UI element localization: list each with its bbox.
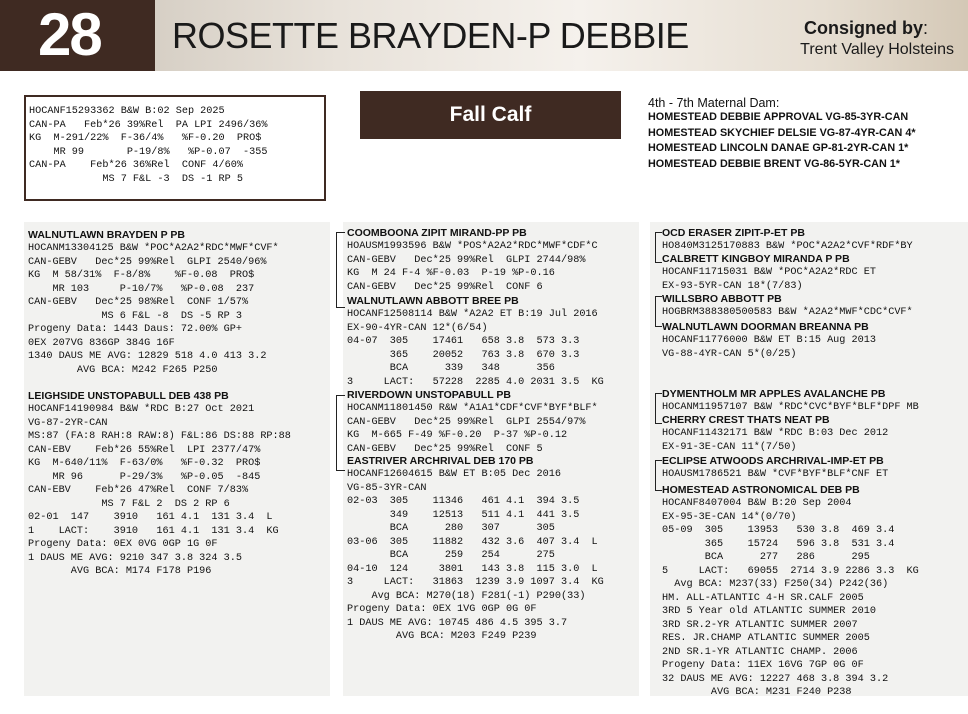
ggp-8-data-line: 3RD 5 Year old ATLANTIC SUMMER 2010 bbox=[662, 606, 876, 617]
bracket-sire-top bbox=[336, 232, 345, 300]
dam-sire-block bbox=[347, 389, 598, 456]
ggp-1-name: OCD ERASER ZIPIT-P-ET PB bbox=[662, 227, 805, 239]
ggp-4-data bbox=[662, 334, 876, 361]
dam-dam-name: EASTRIVER ARCHRIVAL DEB 170 PB bbox=[347, 455, 534, 467]
ggp-4-data-line: HOCANF11776000 B&W ET B:15 Aug 2013 bbox=[662, 335, 876, 346]
dam-dam-data-line: BCA 280 307 305 bbox=[347, 523, 555, 534]
consigned-colon: : bbox=[922, 18, 928, 38]
sire-data-line: CAN-GEBV Dec*25 98%Rel CONF 1/57% bbox=[28, 297, 249, 308]
ggp-8-data-line: 3RD SR.2-YR ATLANTIC SUMMER 2007 bbox=[662, 619, 858, 631]
dam-dam-data-line: BCA 259 254 275 bbox=[347, 550, 555, 561]
sire-data-line: HOCANM13304125 B&W *POC*A2A2*RDC*MWF*CVF* bbox=[28, 243, 279, 254]
ggp-8-data-line: 05-09 305 13953 530 3.8 469 3.4 bbox=[662, 525, 895, 536]
sire-dam-data-line: 3 LACT: 57228 2285 4.0 2031 3.5 KG bbox=[347, 376, 604, 388]
ggp-5-data-line: HOCANM11957107 B&W *RDC*CVC*BYF*BLF*DPF MB bbox=[662, 402, 919, 413]
ggp-block-6 bbox=[662, 414, 888, 454]
sire-name: WALNUTLAWN BRAYDEN P PB bbox=[28, 229, 185, 241]
consigned-label bbox=[804, 18, 928, 39]
sire-data-line: KG M 58/31% F-8/8% %F-0.08 PRO$ bbox=[28, 270, 255, 281]
calf-ident-lines-line: KG M-291/22% F-36/4% %F-0.20 PRO$ bbox=[29, 133, 262, 144]
sire-sire-name: COOMBOONA ZIPIT MIRAND-PP PB bbox=[347, 227, 527, 239]
sire-data-line: CAN-GEBV Dec*25 99%Rel GLPI 2540/96% bbox=[28, 256, 267, 268]
dam-dam-data-line: 349 12513 511 4.1 441 3.5 bbox=[347, 509, 580, 521]
sire-dam-data-line: 04-07 305 17461 658 3.8 573 3.3 bbox=[347, 336, 580, 347]
ggp-8-data-line: 365 15724 596 3.8 531 3.4 bbox=[662, 538, 895, 550]
class-badge bbox=[360, 91, 621, 139]
dam-data bbox=[28, 403, 291, 579]
ggp-8-data-line: RES. JR.CHAMP ATLANTIC SUMMER 2005 bbox=[662, 633, 870, 644]
ggp-8-data-line: HM. ALL-ATLANTIC 4-H SR.CALF 2005 bbox=[662, 592, 864, 604]
ggp-7-data-line: HOAUSM1786521 B&W *CVF*BYF*BLF*CNF ET bbox=[662, 469, 889, 480]
ggp-2-data bbox=[662, 266, 876, 293]
ggp-block-4 bbox=[662, 321, 876, 361]
calf-ident-lines-line: MS 7 F&L -3 DS -1 RP 5 bbox=[29, 173, 243, 185]
ggp-8-data-line: Avg BCA: M237(33) F250(34) P242(36) bbox=[662, 579, 889, 590]
ggp-6-data-line: EX-91-3E-CAN 11*(7/50) bbox=[662, 441, 797, 453]
dam-dam-data-line: AVG BCA: M203 F249 P239 bbox=[347, 631, 537, 642]
bracket-r8 bbox=[655, 486, 662, 491]
dam-dam-block bbox=[347, 455, 604, 644]
ggp-4-name: WALNUTLAWN DOORMAN BREANNA PB bbox=[662, 321, 869, 333]
sire-sire-data bbox=[347, 240, 598, 294]
maternal-dam-4: HOMESTEAD DEBBIE BRENT VG-86-5YR-CAN 1* bbox=[648, 157, 900, 170]
dam-dam-data-line: 3 LACT: 31863 1239 3.9 1097 3.4 KG bbox=[347, 577, 604, 588]
dam-sire-data-line: KG M-665 F-49 %F-0.20 P-37 %P-0.12 bbox=[347, 430, 568, 441]
dam-data-line: MR 96 P-29/3% %P-0.05 -845 bbox=[28, 471, 261, 483]
ggp-4-data-line: VG-88-4YR-CAN 5*(0/25) bbox=[662, 348, 797, 360]
sire-data bbox=[28, 242, 279, 377]
ggp-6-name: CHERRY CREST THATS NEAT PB bbox=[662, 414, 830, 426]
sire-sire-data-line: KG M 24 F-4 %F-0.03 P-19 %P-0.16 bbox=[347, 268, 555, 279]
dam-sire-data-line: CAN-GEBV Dec*25 99%Rel GLPI 2554/97% bbox=[347, 416, 586, 428]
maternal-dam-3: HOMESTEAD LINCOLN DANAE GP-81-2YR-CAN 1* bbox=[648, 142, 909, 154]
ggp-3-data-line: HOGBRM388380500583 B&W *A2A2*MWF*CDC*CVF* bbox=[662, 307, 913, 318]
dam-dam-data-line: HOCANF12604615 B&W ET B:05 Dec 2016 bbox=[347, 469, 561, 480]
ggp-7-data bbox=[662, 468, 888, 482]
ggp-block-8 bbox=[662, 484, 919, 700]
ggp-block-1 bbox=[662, 227, 913, 254]
ggp-2-name: CALBRETT KINGBOY MIRANDA P PB bbox=[662, 253, 850, 265]
dam-data-line: VG-87-2YR-CAN bbox=[28, 417, 108, 429]
sire-sire-data-line: CAN-GEBV Dec*25 99%Rel CONF 6 bbox=[347, 281, 543, 293]
ggp-8-data-line: AVG BCA: M231 F240 P238 bbox=[662, 687, 852, 698]
calf-ident-lines-line: MR 99 P-19/8% %P-0.07 -355 bbox=[29, 146, 268, 158]
dam-dam-data-line: Avg BCA: M270(18) F281(-1) P290(33) bbox=[347, 590, 586, 602]
bracket-r2 bbox=[655, 258, 662, 263]
sire-dam-data-line: BCA 339 348 356 bbox=[347, 363, 555, 374]
dam-dam-data-line: Progeny Data: 0EX 1VG 0GP 0G 0F bbox=[347, 604, 537, 615]
bracket-r4 bbox=[655, 322, 662, 327]
ggp-8-data-line: 5 LACT: 69055 2714 3.9 2286 3.3 KG bbox=[662, 565, 919, 577]
dam-data-line: KG M-640/11% F-63/0% %F-0.32 PRO$ bbox=[28, 458, 261, 469]
sire-block bbox=[28, 229, 279, 377]
ggp-block-7 bbox=[662, 455, 888, 482]
sire-dam-data-line: EX-90-4YR-CAN 12*(6/54) bbox=[347, 322, 488, 334]
ggp-7-name: ECLIPSE ATWOODS ARCHRIVAL-IMP-ET PB bbox=[662, 455, 884, 467]
calf-ident-lines-line: HOCANF15293362 B&W B:02 Sep 2025 bbox=[29, 106, 225, 117]
ggp-2-data-line: HOCANF11715031 B&W *POC*A2A2*RDC ET bbox=[662, 267, 876, 278]
bracket-dam-top bbox=[336, 395, 345, 463]
class-badge-label: Fall Calf bbox=[449, 103, 532, 126]
sire-dam-data-line: HOCANF12508114 B&W *A2A2 ET B:19 Jul 2016 bbox=[347, 309, 598, 320]
ggp-5-name: DYMENTHOLM MR APPLES AVALANCHE PB bbox=[662, 388, 886, 400]
ggp-3-name: WILLSBRO ABBOTT PB bbox=[662, 293, 782, 305]
bracket-dam-bottom bbox=[336, 462, 345, 471]
dam-data-line: CAN-EBV Feb*26 55%Rel LPI 2377/47% bbox=[28, 444, 261, 456]
dam-data-line: HOCANF14190984 B&W *RDC B:27 Oct 2021 bbox=[28, 404, 255, 415]
sire-data-line: AVG BCA: M242 F265 P250 bbox=[28, 364, 218, 376]
sire-data-line: 1340 DAUS ME AVG: 12829 518 4.0 413 3.2 bbox=[28, 351, 267, 362]
sire-dam-data bbox=[347, 308, 604, 389]
dam-dam-data-line: 1 DAUS ME AVG: 10745 486 4.5 395 3.7 bbox=[347, 617, 568, 629]
bracket-r6 bbox=[655, 419, 662, 424]
calf-ident-box bbox=[24, 95, 326, 201]
cow-name: ROSETTE BRAYDEN-P DEBBIE bbox=[172, 15, 689, 56]
calf-ident-lines-line: CAN-PA Feb*26 36%Rel CONF 4/60% bbox=[29, 160, 243, 171]
ggp-1-data bbox=[662, 240, 913, 254]
sire-data-line: MS 6 F&L -8 DS -5 RP 3 bbox=[28, 310, 242, 322]
bracket-r7 bbox=[655, 460, 662, 487]
ggp-1-data-line: HO840M3125170883 B&W *POC*A2A2*CVF*RDF*BY bbox=[662, 241, 913, 252]
calf-ident-lines-line: CAN-PA Feb*26 39%Rel PA LPI 2496/36% bbox=[29, 119, 268, 131]
ggp-block-3 bbox=[662, 293, 913, 320]
ggp-8-data bbox=[662, 497, 919, 700]
sire-dam-data-line: 365 20052 763 3.8 670 3.3 bbox=[347, 349, 580, 361]
dam-dam-data-line: 03-06 305 11882 432 3.6 407 3.4 L bbox=[347, 536, 598, 548]
bracket-r3 bbox=[655, 296, 662, 323]
dam-dam-data bbox=[347, 468, 604, 644]
ggp-block-5 bbox=[662, 388, 919, 415]
dam-data-line: AVG BCA: M174 F178 P196 bbox=[28, 566, 212, 577]
dam-sire-data-line: HOCANM11801450 R&W *A1A1*CDF*CVF*BYF*BLF* bbox=[347, 403, 598, 414]
sire-sire-data-line: CAN-GEBV Dec*25 99%Rel GLPI 2744/98% bbox=[347, 254, 586, 266]
dam-data-line: MS:87 (FA:8 RAH:8 RAW:8) F&L:86 DS:88 RP:88 bbox=[28, 431, 291, 442]
lot-number: 28 bbox=[38, 1, 101, 68]
consignor-name: Trent Valley Holsteins bbox=[800, 41, 954, 58]
dam-dam-data-line: VG-85-3YR-CAN bbox=[347, 482, 427, 494]
header-banner bbox=[0, 0, 968, 71]
sire-dam-name: WALNUTLAWN ABBOTT BREE PB bbox=[347, 295, 519, 307]
dam-sire-data bbox=[347, 402, 598, 456]
dam-block bbox=[28, 390, 291, 579]
ggp-6-data-line: HOCANF11432171 B&W *RDC B:03 Dec 2012 bbox=[662, 428, 889, 439]
dam-data-line: MS 7 F&L 2 DS 2 RP 6 bbox=[28, 498, 230, 510]
dam-name: LEIGHSIDE UNSTOPABULL DEB 438 PB bbox=[28, 390, 229, 402]
maternal-dam-1: HOMESTEAD DEBBIE APPROVAL VG-85-3YR-CAN bbox=[648, 111, 909, 123]
dam-sire-name: RIVERDOWN UNSTOPABULL PB bbox=[347, 389, 511, 401]
ggp-8-data-line: HOCANF8407004 B&W B:20 Sep 2004 bbox=[662, 498, 852, 509]
dam-dam-data-line: 04-10 124 3801 143 3.8 115 3.0 L bbox=[347, 563, 598, 575]
ggp-8-name: HOMESTEAD ASTRONOMICAL DEB PB bbox=[662, 484, 860, 496]
ggp-8-data-line: EX-95-3E-CAN 14*(0/70) bbox=[662, 511, 797, 523]
dam-data-line: 1 LACT: 3910 161 4.1 131 3.4 KG bbox=[28, 525, 279, 537]
sire-data-line: MR 103 P-10/7% %P-0.08 237 bbox=[28, 283, 255, 295]
bracket-r5 bbox=[655, 393, 662, 420]
ggp-block-2 bbox=[662, 253, 876, 293]
ggp-8-data-line: BCA 277 286 295 bbox=[662, 552, 870, 563]
ggp-8-data-line: 2ND SR.1-YR ATLANTIC CHAMP. 2006 bbox=[662, 646, 858, 658]
dam-sire-data-line: CAN-GEBV Dec*25 99%Rel CONF 5 bbox=[347, 443, 543, 455]
maternal-dams-title: 4th - 7th Maternal Dam: bbox=[648, 96, 780, 110]
ggp-3-data bbox=[662, 306, 913, 320]
dam-dam-data-line: 02-03 305 11346 461 4.1 394 3.5 bbox=[347, 496, 580, 507]
ggp-2-data-line: EX-93-5YR-CAN 18*(7/83) bbox=[662, 280, 803, 292]
dam-data-line: CAN-EBV Feb*26 47%Rel CONF 7/83% bbox=[28, 485, 249, 496]
sire-data-line: Progeny Data: 1443 Daus: 72.00% GP+ bbox=[28, 324, 242, 335]
sire-sire-data-line: HOAUSM1993596 B&W *POS*A2A2*RDC*MWF*CDF*C bbox=[347, 241, 598, 252]
dam-data-line: Progeny Data: 0EX 0VG 0GP 1G 0F bbox=[28, 539, 218, 550]
maternal-dam-2: HOMESTEAD SKYCHIEF DELSIE VG-87-4YR-CAN 4* bbox=[648, 126, 916, 139]
bracket-sire-bottom bbox=[336, 299, 345, 308]
lot-number-box bbox=[0, 0, 155, 71]
ggp-8-data-line: 32 DAUS ME AVG: 12227 468 3.8 394 3.2 bbox=[662, 673, 889, 685]
sire-sire-block bbox=[347, 227, 598, 294]
sire-data-line: 0EX 207VG 836GP 384G 16F bbox=[28, 337, 175, 349]
ggp-6-data bbox=[662, 427, 888, 454]
dam-data-line: 1 DAUS ME AVG: 9210 347 3.8 324 3.5 bbox=[28, 552, 242, 564]
ggp-5-data bbox=[662, 401, 919, 415]
consigned-label-text: Consigned by bbox=[803, 18, 923, 38]
bracket-r1 bbox=[655, 232, 662, 259]
sire-dam-block bbox=[347, 295, 604, 389]
ggp-8-data-line: Progeny Data: 11EX 16VG 7GP 0G 0F bbox=[662, 660, 864, 671]
maternal-dams bbox=[648, 96, 916, 172]
calf-ident-lines bbox=[29, 105, 267, 186]
dam-data-line: 02-01 147 3910 161 4.1 131 3.4 L bbox=[28, 512, 273, 523]
